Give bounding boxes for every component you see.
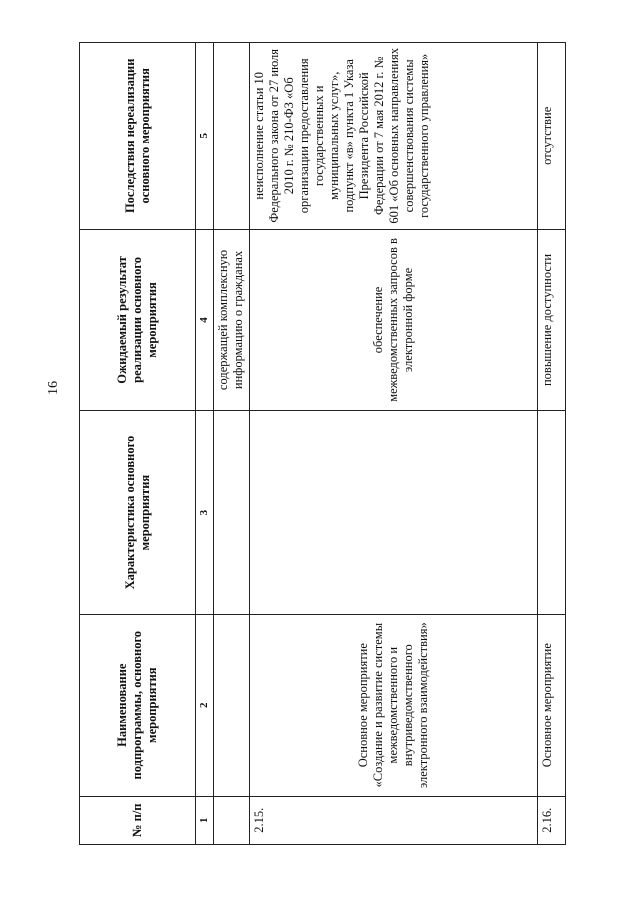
row-number: 2.16.	[538, 796, 566, 844]
events-table	[79, 42, 566, 845]
header-row	[80, 43, 196, 845]
row-number: 2.15.	[250, 796, 538, 844]
header-consequence: Последствия нереализации основного мероприятия	[80, 43, 196, 230]
carryover-result: содержащей комплексную информацию о гражданах	[214, 229, 250, 411]
col-number: 4	[196, 229, 214, 411]
row-name: Основное мероприятие	[538, 614, 566, 796]
header-name: Наименование подпрограммы, основного мероприятия	[80, 614, 196, 796]
row-result: обеспечение межведомственных запросов в электронной форме	[250, 229, 538, 411]
page-number: 16	[46, 381, 61, 395]
header-num: № п/п	[80, 796, 196, 844]
table-row-carryover	[214, 43, 250, 845]
column-number-row	[196, 43, 214, 845]
table-row	[538, 43, 566, 845]
row-consequence: неисполнение статьи 10 Федерального закона от 27 июля 2010 г. № 210-ФЗ «Об организации предоставления государственных и муниципальных услуг», подпункт «в» пункта 1 Указа Президента Российской Федерации от 7 мая 2012 г. № 601 «Об основных направлениях совершенствования системы государственного управления»	[250, 43, 538, 230]
header-characteristic: Характеристика основного мероприятия	[80, 411, 196, 615]
row-characteristic	[250, 411, 538, 615]
table-row	[250, 43, 538, 845]
col-number: 1	[196, 796, 214, 844]
header-result: Ожидаемый результат реализации основного мероприятия	[80, 229, 196, 411]
row-result: повышение доступности	[538, 229, 566, 411]
row-name: Основное мероприятие «Создание и развитие системы межведомственного и внутриведомственного электронного взаимодействия»	[250, 614, 538, 796]
col-number: 2	[196, 614, 214, 796]
rotated-table-container	[79, 42, 559, 845]
row-consequence: отсутствие	[538, 43, 566, 230]
col-number: 3	[196, 411, 214, 615]
col-number: 5	[196, 43, 214, 230]
row-characteristic	[538, 411, 566, 615]
